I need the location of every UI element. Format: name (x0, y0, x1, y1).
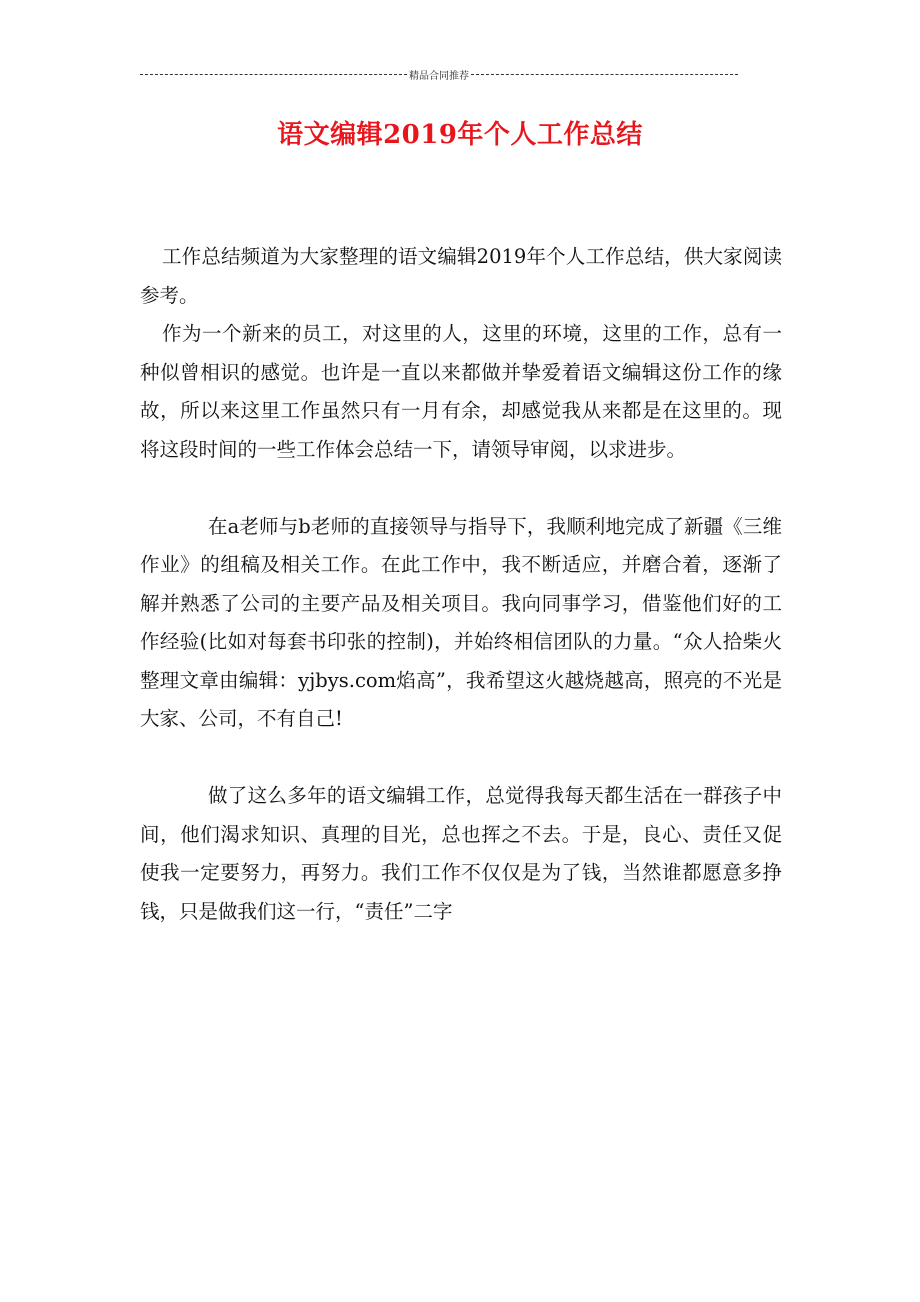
header-line (140, 66, 738, 82)
document-body (140, 238, 782, 931)
header-label: 精品合同推荐 (409, 70, 469, 82)
paragraph-1: 作为一个新来的员工，对这里的人，这里的环境，这里的工作，总有一种似曾相识的感觉。也许是一直以来都做并挚爱着语文编辑这份工作的缘故，所以来这里工作虽然只有一月有余，却感觉我从来都是在这里的。现将这段时间的一些工作体会总结一下，请领导审阅，以求进步。 (140, 322, 782, 461)
header-dash-left (140, 74, 407, 75)
header-dash-right (471, 74, 738, 75)
paragraph-gap (140, 469, 782, 508)
paragraph-2: 在a老师与b老师的直接领导与指导下，我顺利地完成了新疆《三维作业》的组稿及相关工作。在此工作中，我不断适应，并磨合着，逐渐了解并熟悉了公司的主要产品及相关项目。我向同事学习，借鉴他们好的工作经验(比如对每套书印张的控制)，并始终相信团队的力量。“众人拾柴火整理文章由编辑：yjbys.com焰高”，我希望这火越烧越高，照亮的不光是大家、公司，不有自己! (140, 514, 782, 730)
paragraph-3: 做了这么多年的语文编辑工作，总觉得我每天都生活在一群孩子中间，他们渴求知识、真理的目光，总也挥之不去。于是，良心、责任又促使我一定要努力，再努力。我们工作不仅仅是为了钱，当然谁都愿意多挣钱，只是做我们这一行，“责任”二字 (140, 784, 782, 923)
paragraph-intro: 工作总结频道为大家整理的语文编辑2019年个人工作总结，供大家阅读参考。 (140, 245, 782, 307)
document-title: 语文编辑2019年个人工作总结 (277, 120, 643, 150)
paragraph-gap (140, 739, 782, 778)
